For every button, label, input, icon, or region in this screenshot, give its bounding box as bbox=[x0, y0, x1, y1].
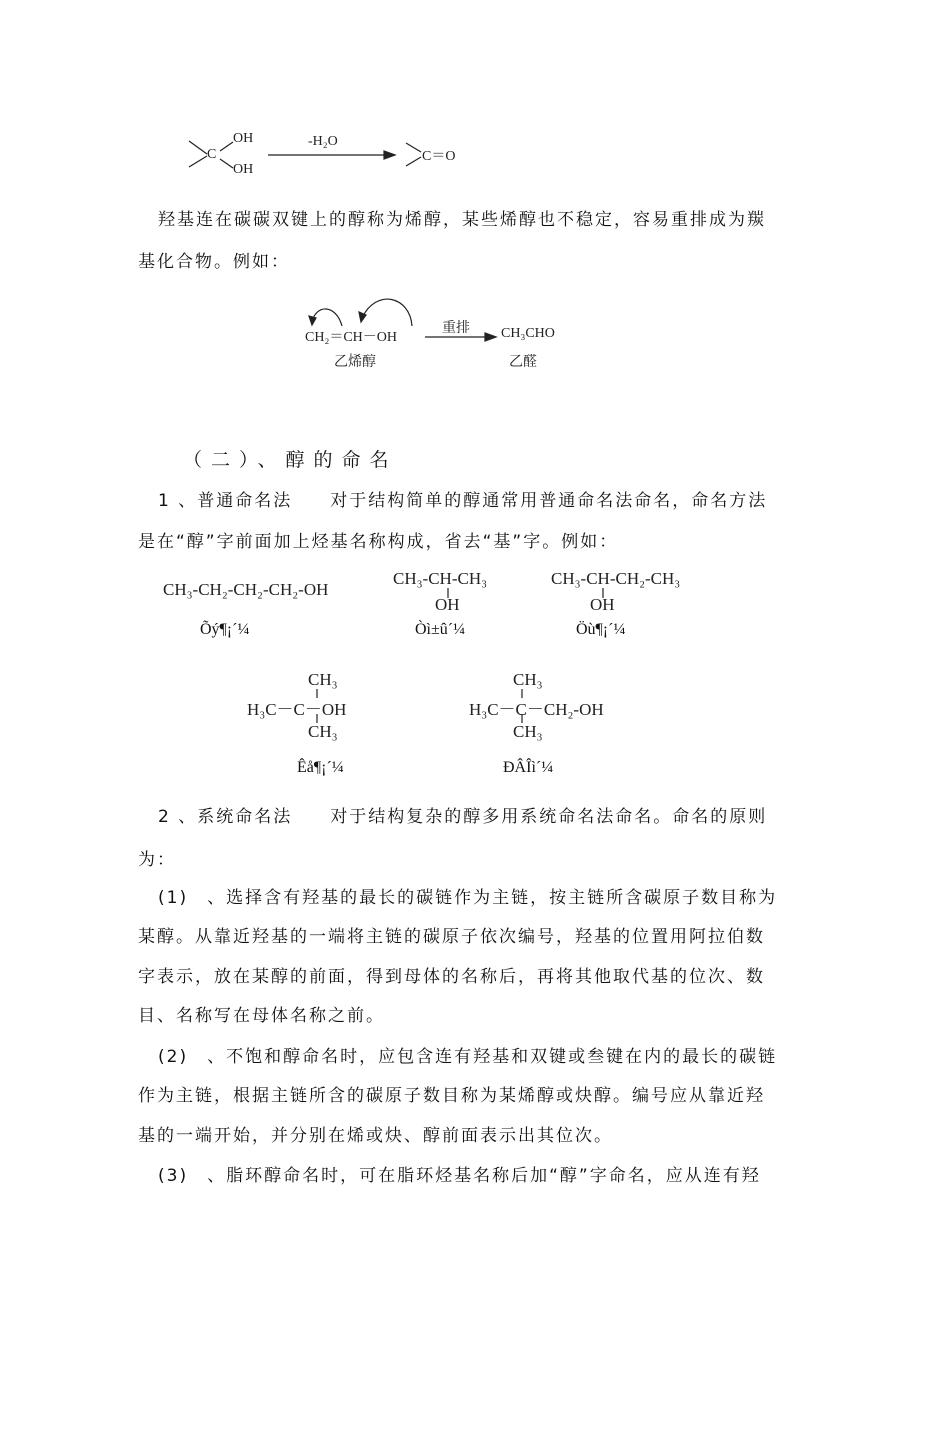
structure-5-bottom: CH₃ bbox=[513, 722, 543, 741]
structure-3-name: Öù¶¡´¼ bbox=[576, 621, 626, 638]
rule2-line1: (2) 、不饱和醇命名时，应包含连有羟基和双键或叁键在内的最长的碳链 bbox=[158, 1047, 778, 1067]
structure-2-formula: CH₃-CH-CH₃ bbox=[393, 569, 488, 588]
acetaldehyde-name: 乙醛 bbox=[509, 355, 537, 370]
rule1-line4: 目、名称写在母体名称之前。 bbox=[138, 1006, 385, 1026]
systematic-naming-line1: 2 、系统命名法 对于结构复杂的醇多用系统命名法命名。命名的原则 bbox=[158, 807, 768, 827]
rule2-line2: 作为主链，根据主链所含的碳原子数目称为某烯醇或炔醇。编号应从靠近羟 bbox=[138, 1086, 765, 1106]
para1-line2: 基化合物。例如： bbox=[138, 252, 290, 272]
acetaldehyde-product: CH₃CHO bbox=[501, 326, 555, 341]
common-naming-line1: 1 、普通命名法 对于结构简单的醇通常用普通命名法命名，命名方法 bbox=[158, 491, 768, 511]
carbon-atom: C bbox=[207, 147, 217, 162]
rule1-line2: 某醇。从靠近羟基的一端将主链的碳原子依次编号，羟基的位置用阿拉伯数 bbox=[138, 927, 765, 947]
rule2-line3: 基的一端开始，并分别在烯或炔、醇前面表示出其位次。 bbox=[138, 1126, 613, 1146]
structure-2-name: Òì±û´¼ bbox=[415, 621, 466, 638]
section-heading: （二）、醇的命名 bbox=[183, 449, 398, 471]
rule1-line3: 字表示，放在某醇的前面，得到母体的名称后，再将其他取代基的位次、数 bbox=[138, 967, 765, 987]
structure-2-oh: OH bbox=[435, 595, 460, 614]
reaction1-condition: -H₂O bbox=[308, 134, 338, 149]
structure-5-middle: H₃C－C－CH₂-OH bbox=[469, 700, 604, 719]
rule3-line1: (3) 、脂环醇命名时，可在脂环烃基名称后加“醇”字命名，应从连有羟 bbox=[158, 1166, 761, 1186]
structure-5-name: ÐÂÎì´¼ bbox=[503, 759, 554, 776]
carbonyl-product: C＝O bbox=[422, 149, 456, 164]
oh-bottom: OH bbox=[233, 162, 254, 177]
para1-line1: 羟基连在碳碳双键上的醇称为烯醇，某些烯醇也不稳定，容易重排成为羰 bbox=[158, 210, 766, 230]
structure-4-top: CH₃ bbox=[308, 670, 338, 689]
systematic-naming-line2: 为： bbox=[138, 850, 176, 870]
reaction2-arrows bbox=[0, 0, 950, 400]
structure-1-formula: CH₃-CH₂-CH₂-CH₂-OH bbox=[163, 580, 329, 599]
structure-4-name: Êå¶¡´¼ bbox=[297, 759, 344, 776]
enol-reactant: CH₂＝CH－OH bbox=[305, 330, 397, 345]
structure-5-top: CH₃ bbox=[513, 670, 543, 689]
rule1-line1: (1) 、选择含有羟基的最长的碳链作为主链，按主链所含碳原子数目称为 bbox=[158, 888, 778, 908]
vinyl-alcohol-name: 乙烯醇 bbox=[334, 355, 376, 370]
structure-4-bottom: CH₃ bbox=[308, 722, 338, 741]
common-naming-line2: 是在“醇”字前面加上烃基名称构成，省去“基”字。例如： bbox=[138, 532, 619, 552]
structure-1-name: Õý¶¡´¼ bbox=[200, 621, 250, 638]
structure-3-oh: OH bbox=[590, 595, 615, 614]
structure-3-formula: CH₃-CH-CH₂-CH₃ bbox=[551, 569, 681, 588]
oh-top: OH bbox=[233, 131, 254, 146]
structure-4-middle: H₃C－C－OH bbox=[247, 700, 347, 719]
rearrangement-label: 重排 bbox=[442, 321, 470, 336]
